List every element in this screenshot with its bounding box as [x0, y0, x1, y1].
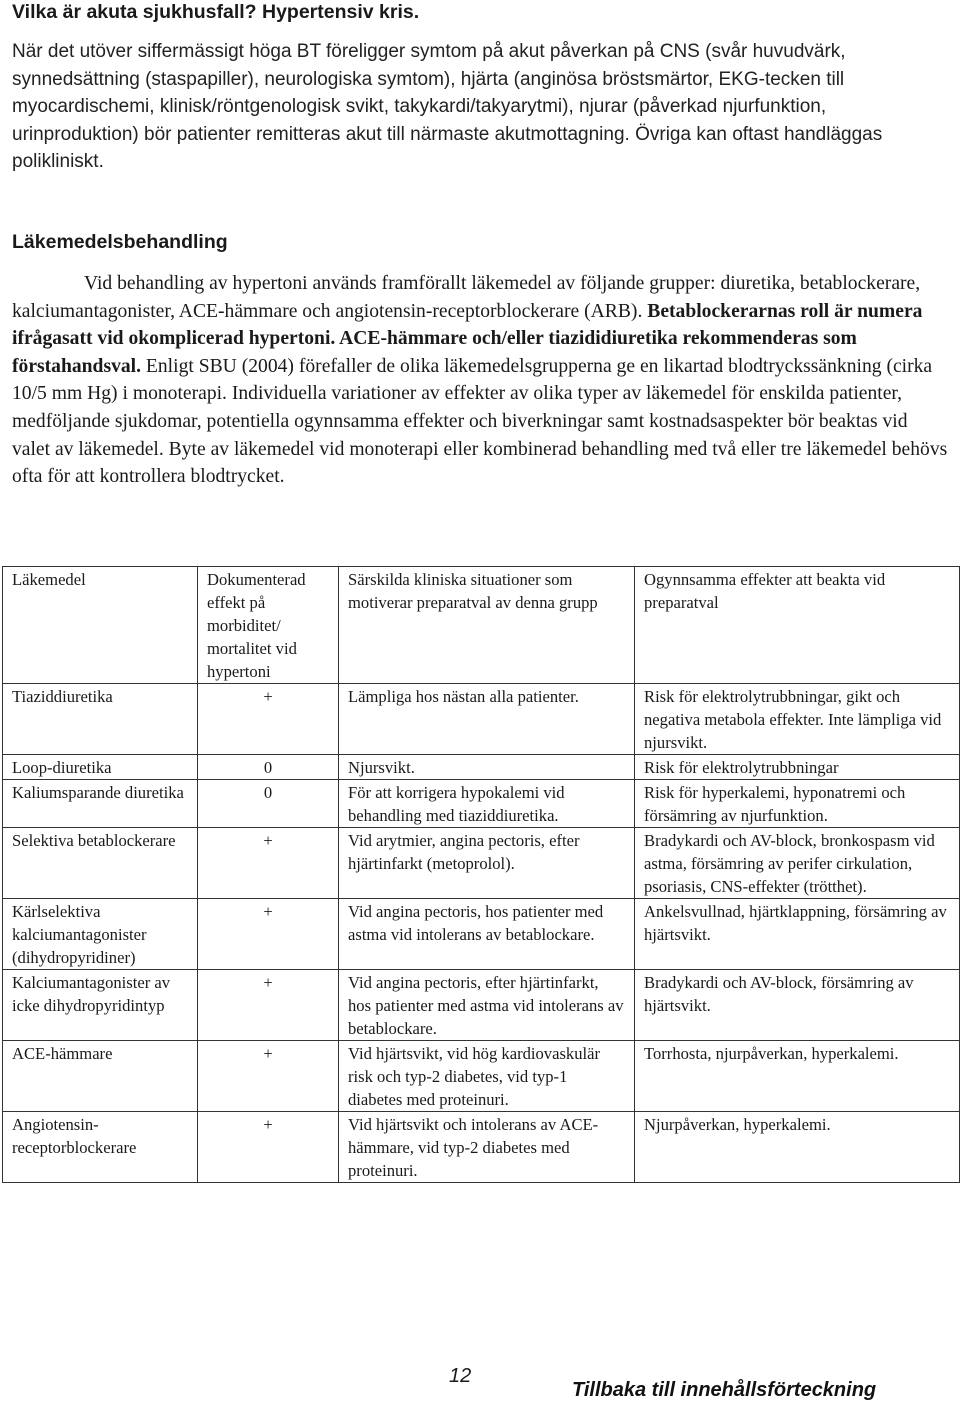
- effect-cell: 0: [198, 780, 339, 828]
- adverse-cell: Bradykardi och AV-block, försämring av hjärtsvikt.: [635, 970, 960, 1041]
- treatment-text-2: Enligt SBU (2004) förefaller de olika läkemedelsgrupperna ge en likartad blodtryckssänkning (cirka 10/5 mm Hg) i monoterapi. Individuella variationer av effekter av olika typer av läkemedel för enskilda patienter, medföljande sjukdomar, potentiella ogynnsamma effekter och biverkningar samt kostnadsaspekter bör beaktas vid valet av läkemedel. Byte av läkemedel vid monoterapi eller kombinerad behandling med två eller tre läkemedel behövs ofta för att kontrollera blodtrycket.: [12, 355, 948, 488]
- drug-table: [2, 566, 960, 1183]
- page-heading: Vilka är akuta sjukhusfall? Hypertensiv kris.: [12, 1, 420, 23]
- drug-name-cell: Selektiva betablockerare: [3, 828, 198, 899]
- table-row: [3, 1041, 960, 1112]
- treatment-paragraph: [12, 270, 950, 491]
- table-row: [3, 899, 960, 970]
- situation-cell: Lämpliga hos nästan alla patienter.: [339, 684, 635, 755]
- drug-name-cell: Loop-diuretika: [3, 755, 198, 780]
- situation-cell: Njursvikt.: [339, 755, 635, 780]
- effect-cell: +: [198, 1112, 339, 1183]
- table-row: [3, 828, 960, 899]
- intro-paragraph: När det utöver siffermässigt höga BT föreligger symtom på akut påverkan på CNS (svår huvudvärk, synnedsättning (staspapiller), neurologiska symtom), hjärta (anginösa bröstsmärtor, EKG-tecken till myocardischemi, klinisk/röntgenologisk svikt, takykardi/takyarytmi), njurar (påverkad njurfunktion, urinproduktion) bör patienter remitteras akut till närmaste akutmottagning. Övriga kan oftast handläggas polikliniskt.: [12, 41, 883, 172]
- page-number: 12: [449, 1365, 472, 1387]
- table-header-row: [3, 567, 960, 684]
- table-row: [3, 684, 960, 755]
- adverse-cell: Risk för elektrolytrubbningar, gikt och negativa metabola effekter. Inte lämpliga vid njursvikt.: [635, 684, 960, 755]
- section-heading: Läkemedelsbehandling: [12, 231, 228, 253]
- adverse-cell: Bradykardi och AV-block, bronkospasm vid astma, försämring av perifer cirkulation, psoriasis, CNS-effekter (trötthet).: [635, 828, 960, 899]
- effect-cell: +: [198, 970, 339, 1041]
- header-cell-situations: Särskilda kliniska situationer som motiverar preparatval av denna grupp: [339, 567, 635, 684]
- header-cell-effect: Dokumenterad effekt på morbiditet/ mortalitet vid hypertoni: [198, 567, 339, 684]
- adverse-cell: Risk för hyperkalemi, hyponatremi och försämring av njurfunktion.: [635, 780, 960, 828]
- treatment-text-1: Vid behandling av hypertoni används framförallt läkemedel av följande grupper: diuretika, betablockerare, kalciumantagonister, ACE-hämmare och angiotensin-receptorblockerare (ARB).: [12, 273, 921, 322]
- situation-cell: Vid hjärtsvikt, vid hög kardiovaskulär risk och typ-2 diabetes, vid typ-1 diabetes med proteinuri.: [339, 1041, 635, 1112]
- drug-name-cell: Tiaziddiuretika: [3, 684, 198, 755]
- drug-name-cell: Kärlselektiva kalciumantagonister (dihydropyridiner): [3, 899, 198, 970]
- adverse-cell: Torrhosta, njurpåverkan, hyperkalemi.: [635, 1041, 960, 1112]
- effect-cell: 0: [198, 755, 339, 780]
- drug-name-cell: Angiotensin-receptorblockerare: [3, 1112, 198, 1183]
- effect-cell: +: [198, 1041, 339, 1112]
- drug-name-cell: Kaliumsparande diuretika: [3, 780, 198, 828]
- adverse-cell: Risk för elektrolytrubbningar: [635, 755, 960, 780]
- drug-name-cell: ACE-hämmare: [3, 1041, 198, 1112]
- adverse-cell: Njurpåverkan, hyperkalemi.: [635, 1112, 960, 1183]
- situation-cell: Vid arytmier, angina pectoris, efter hjärtinfarkt (metoprolol).: [339, 828, 635, 899]
- header-cell-drug: Läkemedel: [3, 567, 198, 684]
- table-row: [3, 755, 960, 780]
- table-row: [3, 780, 960, 828]
- effect-cell: +: [198, 828, 339, 899]
- adverse-cell: Ankelsvullnad, hjärtklappning, försämring av hjärtsvikt.: [635, 899, 960, 970]
- effect-cell: +: [198, 899, 339, 970]
- treatment-recommendation: Betablockerarnas roll är numera ifrågasatt vid okomplicerad hypertoni. ACE-hämmare och/eller tiazididiuretika rekommenderas som förstahandsval.: [12, 300, 923, 377]
- situation-cell: Vid angina pectoris, efter hjärtinfarkt, hos patienter med astma vid intolerans av betablockare.: [339, 970, 635, 1041]
- situation-cell: Vid hjärtsvikt och intolerans av ACE-hämmare, vid typ-2 diabetes med proteinuri.: [339, 1112, 635, 1183]
- back-to-contents-link[interactable]: Tillbaka till innehållsförteckning: [572, 1379, 877, 1401]
- header-cell-adverse: Ogynnsamma effekter att beakta vid preparatval: [635, 567, 960, 684]
- table-row: [3, 1112, 960, 1183]
- situation-cell: För att korrigera hypokalemi vid behandling med tiaziddiuretika.: [339, 780, 635, 828]
- table-row: [3, 970, 960, 1041]
- drug-name-cell: Kalciumantagonister av icke dihydropyridintyp: [3, 970, 198, 1041]
- effect-cell: +: [198, 684, 339, 755]
- situation-cell: Vid angina pectoris, hos patienter med astma vid intolerans av betablockare.: [339, 899, 635, 970]
